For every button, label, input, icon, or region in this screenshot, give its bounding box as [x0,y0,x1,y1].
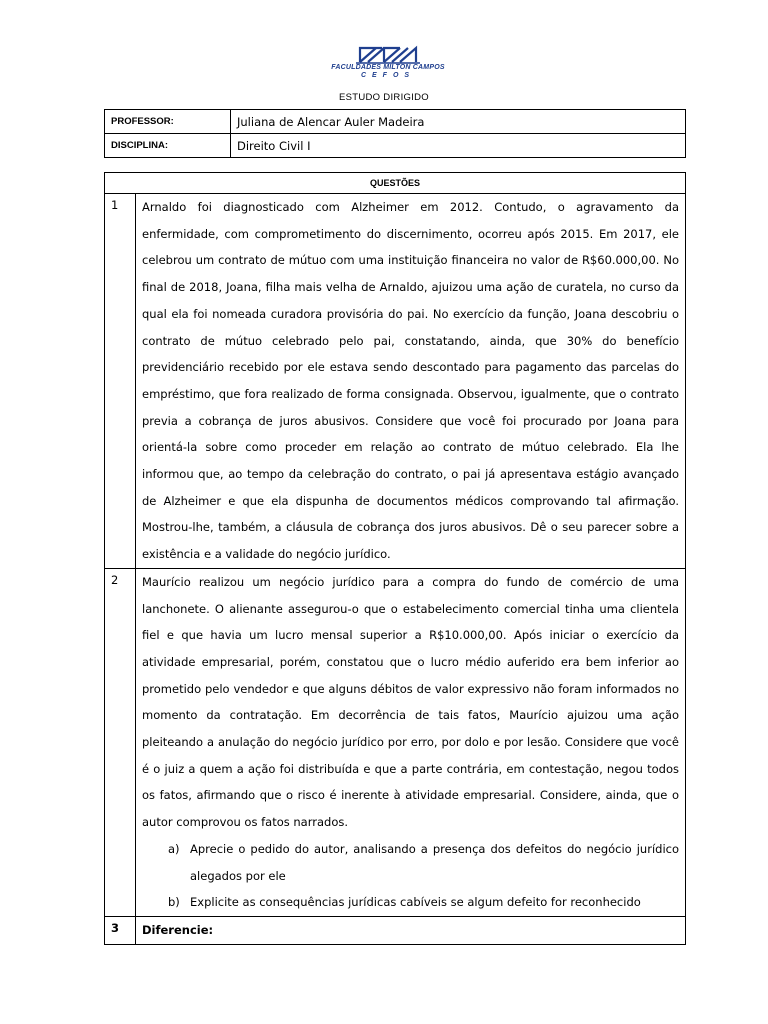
question-number: 3 [105,916,136,944]
logo-text-institution: FACULDADES MILTON CAMPOS [331,64,445,71]
questions-table [104,172,686,945]
sub-question-text: Explicite as consequências jurídicas cabíveis se algum defeito for reconhecido [190,895,641,910]
discipline-value: Direito Civil I [231,134,686,158]
question-text [136,194,686,569]
question-number: 1 [105,194,136,569]
discipline-row [105,134,686,158]
question-body: Diferencie: [142,922,214,937]
discipline-label: DISCIPLINA: [105,134,231,158]
logo-text-subtitle: CEFOS [360,72,416,79]
info-table [104,109,686,158]
question-body: Maurício realizou um negócio jurídico para a compra do fundo de comércio de uma lanchonete. O alienante assegurou-o que o estabelecimento comercial tinha uma clientela fiel e que havia um lucro mensal superior a R$10.000,00. Após iniciar o exercício da atividade empresarial, porém, constatou que o lucro médio auferido era bem inferior ao prometido pelo vendedor e que alguns débitos de valor expressivo não foram informados no momento da contratação. Em decorrência de tais fatos, Maurício ajuizou uma ação pleiteando a anulação do negócio jurídico por erro, por dolo e por lesão. Considere que você é o juiz a quem a ação foi distribuída e que a parte contrária, em contestação, negou todos os fatos, afirmando que o risco é inerente à atividade empresarial. Considere, ainda, que o autor comprovou os fatos narrados. [142,574,679,830]
question-row [105,568,686,916]
question-row [105,916,686,944]
sub-question-text: Aprecie o pedido do autor, analisando a presença dos defeitos do negócio jurídico alegados por ele [190,841,679,883]
question-body: Arnaldo foi diagnosticado com Alzheimer em 2012. Contudo, o agravamento da enfermidade, com comprometimento do discernimento, ocorreu após 2015. Em 2017, ele celebrou um contrato de mútuo com uma instituição financeira no valor de R$60.000,00. No final de 2018, Joana, filha mais velha de Arnaldo, ajuizou uma ação de curatela, no curso da qual ela foi nomeada curadora provisória do pai. No exercício da função, Joana descobriu o contrato de mútuo celebrado pelo pai, constatando, ainda, que 30% do benefício previdenciário recebido por ele estava sendo descontado para pagamento das parcelas do empréstimo, que fora realizado de forma consignada. Observou, igualmente, que o contrato previa a cobrança de juros abusivos. Considere que você foi procurado por Joana para orientá-la sobre como proceder em relação ao contrato de mútuo celebrado. Ela lhe informou que, ao tempo da celebração do contrato, o pai já apresentava estágio avançado de Alzheimer e que ela dispunha de documentos médicos comprovando tal afirmação. Mostrou-lhe, também, a cláusula de cobrança dos juros abusivos. Dê o seu parecer sobre a existência e a validade do negócio jurídico. [142,200,679,562]
question-row [105,194,686,569]
professor-row [105,110,686,134]
sub-question-list [142,836,679,916]
question-text [136,568,686,916]
question-text [136,916,686,944]
fmc-logo-icon [330,42,446,64]
questions-header-row [105,173,686,194]
sub-question [168,836,679,889]
sub-question-marker: b) [168,895,180,910]
sub-question [168,889,679,916]
professor-label: PROFESSOR: [105,110,231,134]
document-title: ESTUDO DIRIGIDO [338,92,429,103]
questions-header: QUESTÕES [105,173,686,194]
sub-question-marker: a) [168,841,180,856]
institution-logo [330,42,446,82]
question-number: 2 [105,568,136,916]
professor-value: Juliana de Alencar Auler Madeira [231,110,686,134]
